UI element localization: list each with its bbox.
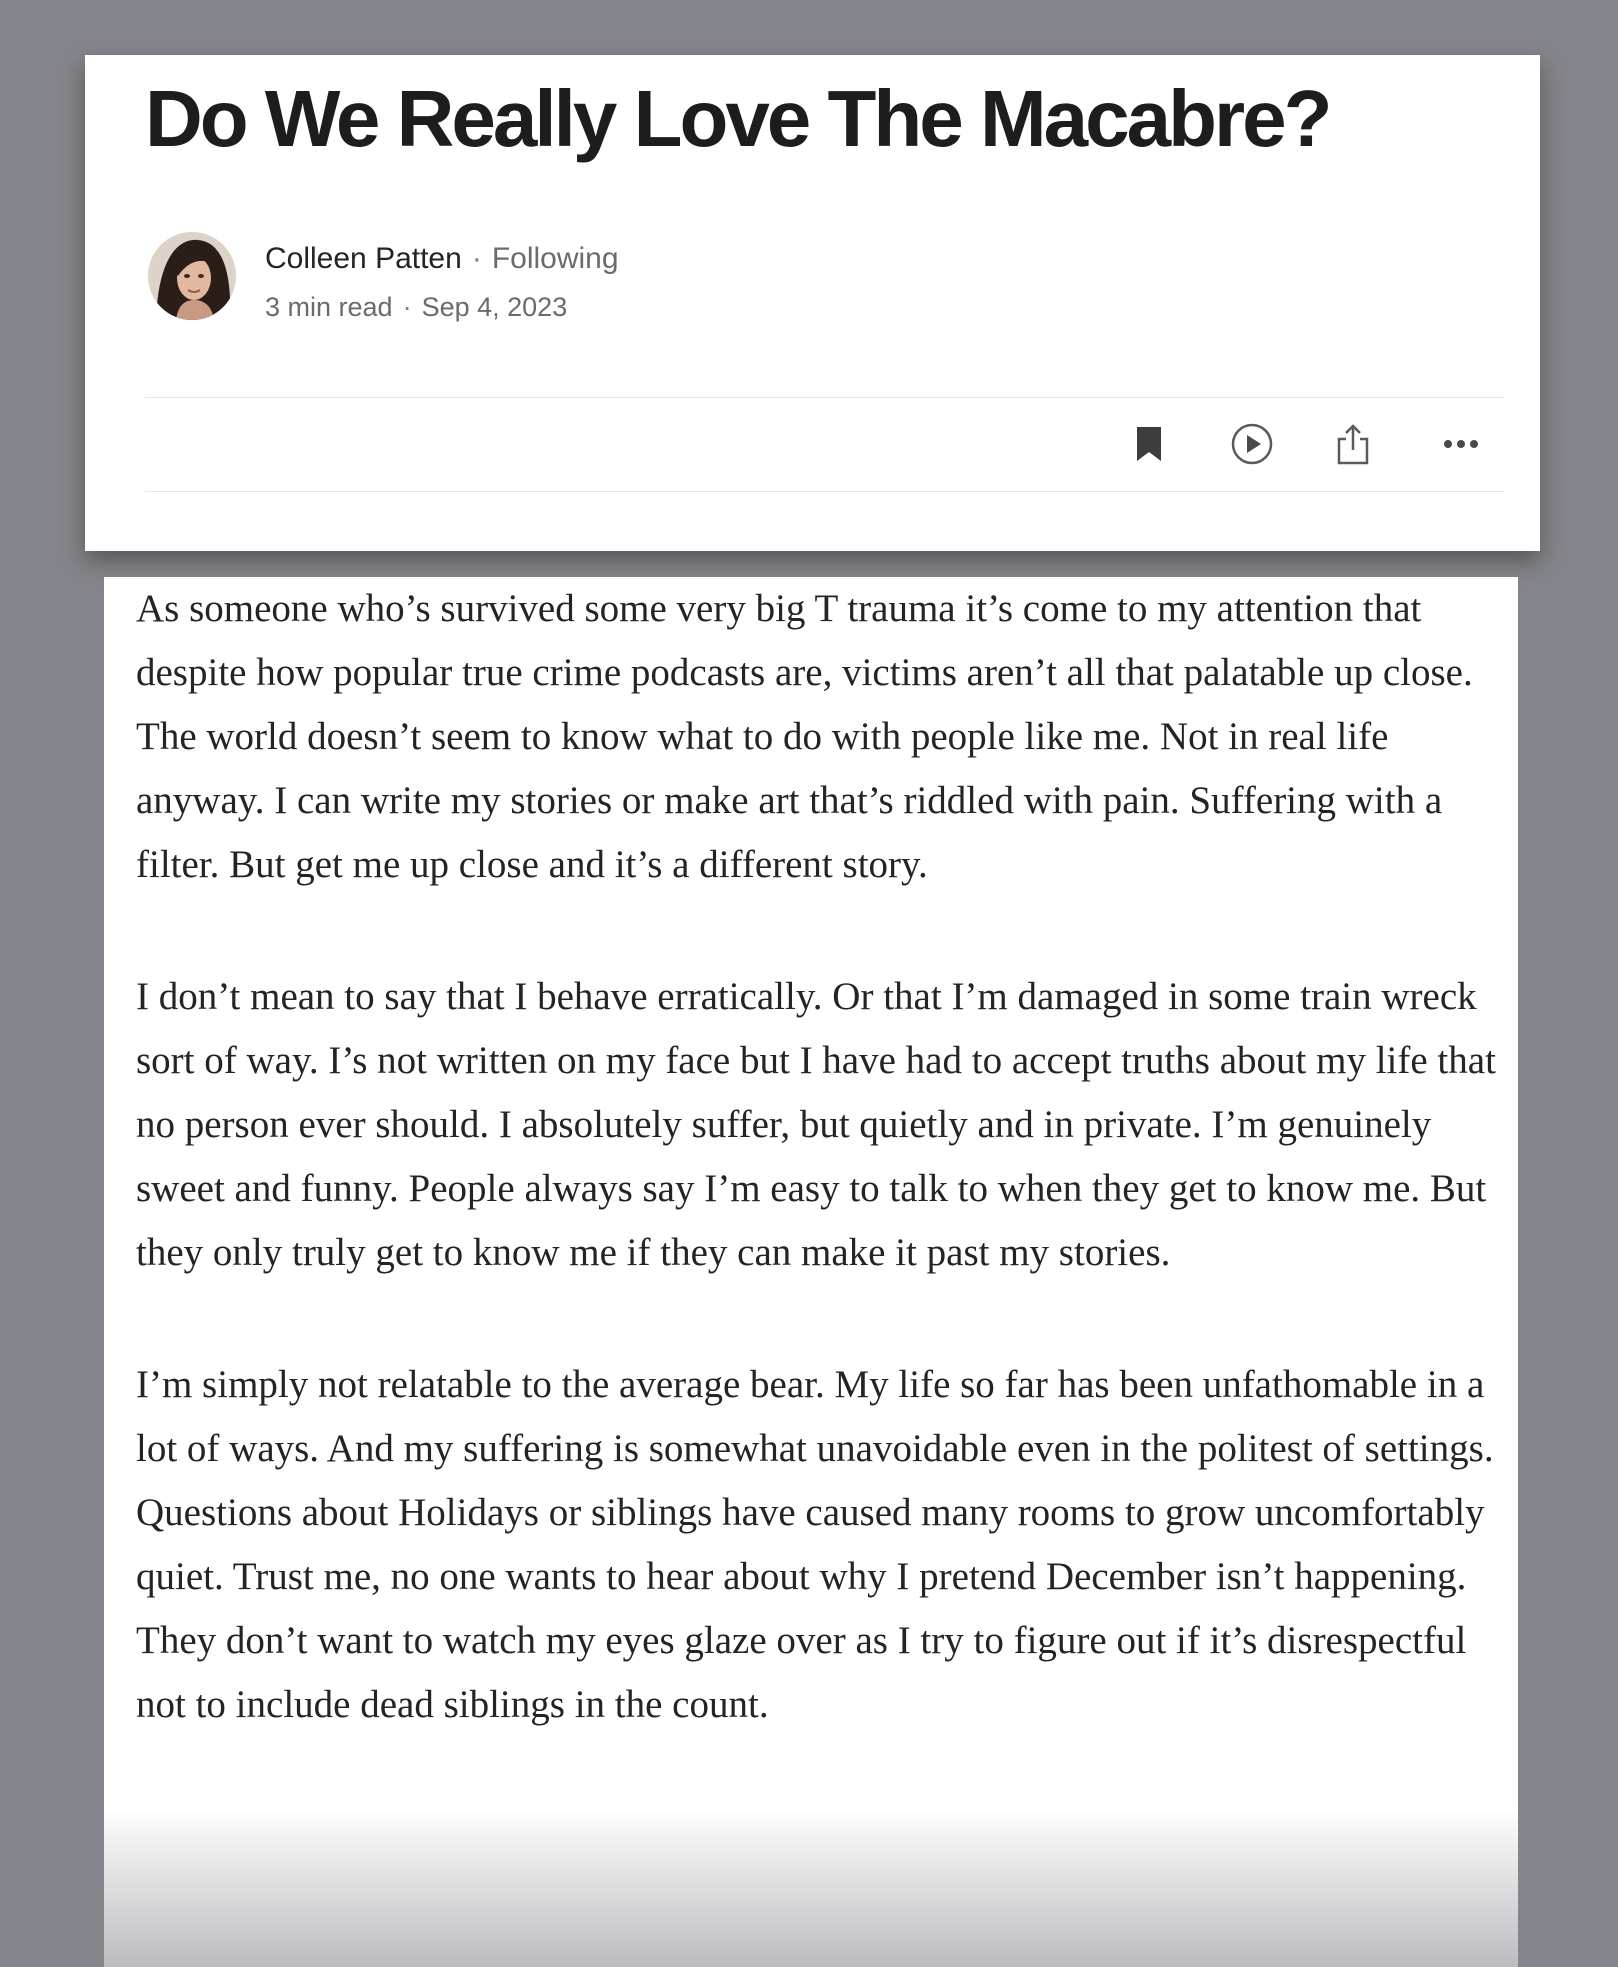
- article-meta: [265, 292, 567, 323]
- bookmark-icon: [1132, 424, 1166, 464]
- publish-date: Sep 4, 2023: [421, 292, 568, 322]
- author-name[interactable]: Colleen Patten: [265, 242, 462, 275]
- paragraph-2: I don’t mean to say that I behave erratically. Or that I’m damaged in some train wreck sort of way. I’s not written on my face but I have had to accept truths about my life that no person ever should. I absolutely suffer, but quietly and in private. I’m genuinely sweet and funny. People always say I’m easy to talk to when they get to know me. But they only truly get to know me if they can make it past my stories.: [136, 975, 1496, 1274]
- following-button[interactable]: Following: [491, 242, 619, 275]
- article-body-card: [104, 577, 1518, 1967]
- more-icon: [1441, 438, 1481, 450]
- bookmark-button[interactable]: [1125, 420, 1173, 468]
- paragraph-3: I’m simply not relatable to the average bear. My life so far has been unfathomable in a lot of ways. And my suffering is somewhat unavoidable even in the politest of settings. Questions about Holidays or siblings have caused many rooms to grow uncomfortably quiet. Trust me, no one wants to hear about why I pretend December isn’t happening. They don’t want to watch my eyes glaze over as I try to figure out if it’s disrespectful not to include dead siblings in the count.: [136, 1363, 1494, 1726]
- read-time: 3 min read: [265, 292, 393, 322]
- divider-bottom: [145, 491, 1505, 492]
- divider-top: [145, 397, 1505, 398]
- author-line: [265, 242, 619, 276]
- article-header-card: [85, 55, 1540, 551]
- meta-separator: ·: [402, 292, 412, 322]
- article-body: [136, 577, 1506, 1805]
- more-options-button[interactable]: [1437, 420, 1485, 468]
- listen-button[interactable]: [1228, 420, 1276, 468]
- bottom-fade-overlay: [104, 1807, 1518, 1967]
- share-icon: [1334, 422, 1372, 466]
- author-avatar[interactable]: [148, 232, 236, 320]
- share-button[interactable]: [1329, 420, 1377, 468]
- paragraph-1: As someone who’s survived some very big T trauma it’s come to my attention that despite how popular true crime podcasts are, victims aren’t all that palatable up close. The world doesn’t seem to know what to do with people like me. Not in real life anyway. I can write my stories or make art that’s riddled with pain. Suffering with a filter. But get me up close and it’s a different story.: [136, 587, 1473, 886]
- article-title: Do We Really Love The Macabre?: [145, 74, 1330, 163]
- avatar-photo: [148, 232, 236, 320]
- play-circle-icon: [1230, 422, 1274, 466]
- meta-separator: ·: [471, 242, 482, 275]
